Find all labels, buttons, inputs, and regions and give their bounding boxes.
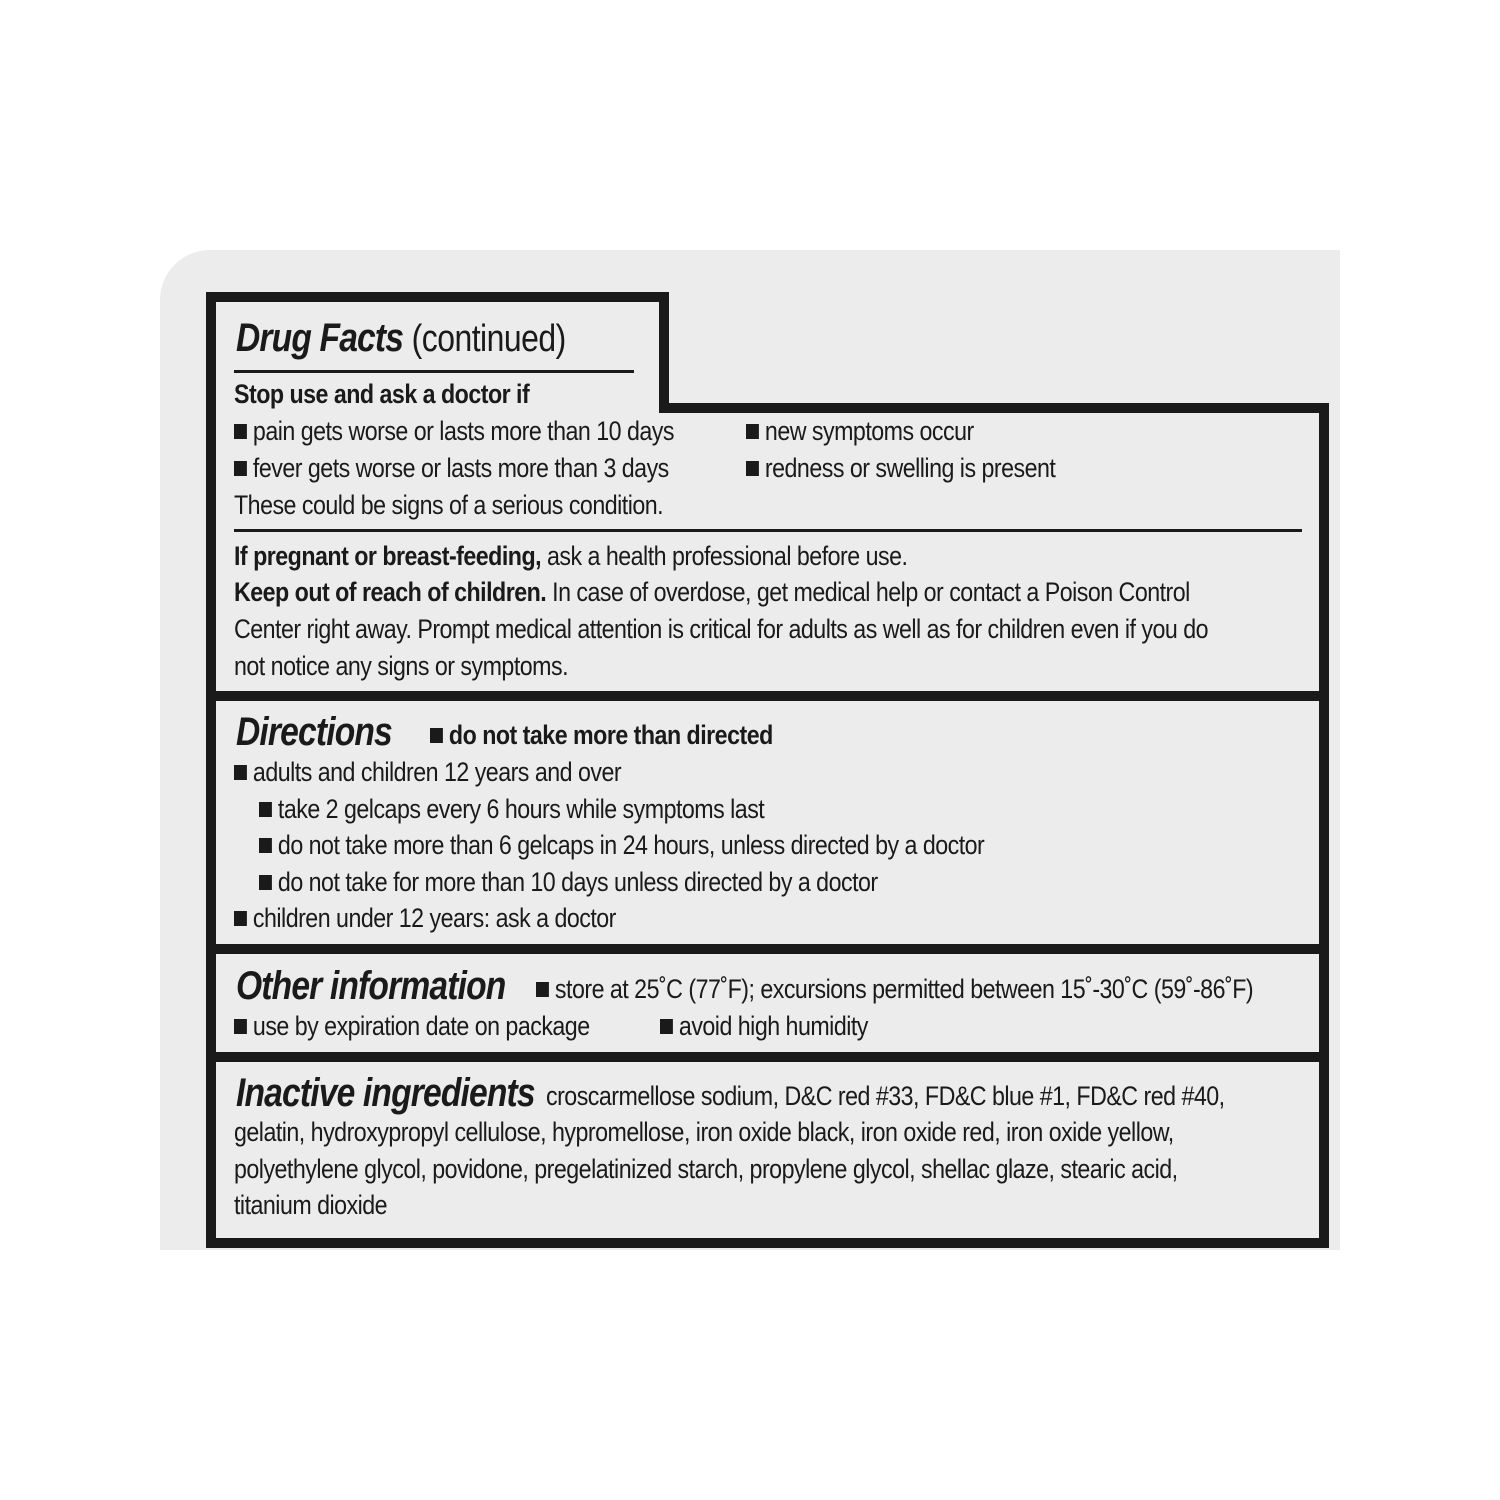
list-item: new symptoms occur xyxy=(746,413,974,450)
bullet-square-icon xyxy=(234,424,247,439)
divider-inactive-ingredients xyxy=(206,1052,1328,1062)
stop-use-note: These could be signs of a serious condition. xyxy=(234,490,664,520)
list-item: pain gets worse or lasts more than 10 days xyxy=(234,413,674,450)
title-text: Drug Facts xyxy=(236,316,404,360)
bullet-square-icon xyxy=(430,728,443,743)
divider-warnings xyxy=(234,529,1302,532)
bullet-square-icon xyxy=(536,982,549,997)
inactive-ingredients-heading: Inactive ingredients xyxy=(236,1071,535,1115)
bullet-square-icon xyxy=(234,1019,247,1034)
page-title xyxy=(236,316,566,361)
bullet-square-icon xyxy=(259,875,272,890)
ingredients-line: gelatin, hydroxypropyl cellulose, hypromellose, iron oxide black, iron oxide red, iron oxide yellow, xyxy=(234,1117,1174,1147)
divider-directions xyxy=(206,691,1328,701)
bullet-square-icon xyxy=(660,1019,673,1034)
list-item: avoid high humidity xyxy=(660,1008,868,1045)
stop-use-heading: Stop use and ask a doctor if xyxy=(234,379,530,409)
keep-out-text-line: not notice any signs or symptoms. xyxy=(234,651,569,681)
ingredients-line: titanium dioxide xyxy=(234,1190,388,1220)
divider-other-information xyxy=(206,944,1328,954)
list-item: take 2 gelcaps every 6 hours while symptoms last xyxy=(259,791,764,828)
list-item: adults and children 12 years and over xyxy=(234,754,621,791)
ingredients-line: polyethylene glycol, povidone, pregelatinized starch, propylene glycol, shellac glaze, stearic acid, xyxy=(234,1154,1178,1184)
bullet-square-icon xyxy=(746,424,759,439)
list-item: do not take more than directed xyxy=(430,717,773,754)
list-item: redness or swelling is present xyxy=(746,450,1055,487)
keep-out-text-line: Center right away. Prompt medical attention is critical for adults as well as for children even if you do xyxy=(234,614,1208,644)
list-item: do not take more than 6 gelcaps in 24 hours, unless directed by a doctor xyxy=(259,827,984,864)
other-information-heading: Other information xyxy=(236,964,506,1008)
list-item: use by expiration date on package xyxy=(234,1008,590,1045)
bullet-square-icon xyxy=(234,461,247,476)
bullet-square-icon xyxy=(259,838,272,853)
bullet-square-icon xyxy=(746,461,759,476)
bullet-square-icon xyxy=(234,765,247,780)
list-item: store at 25˚C (77˚F); excursions permitted between 15˚-30˚C (59˚-86˚F) xyxy=(536,971,1253,1008)
list-item: fever gets worse or lasts more than 3 days xyxy=(234,450,669,487)
list-item: children under 12 years: ask a doctor xyxy=(234,900,616,937)
list-item: do not take for more than 10 days unless directed by a doctor xyxy=(259,864,878,901)
pregnancy-warning: If pregnant or breast-feeding, ask a health professional before use. xyxy=(234,541,908,571)
keep-out-warning: Keep out of reach of children. In case of overdose, get medical help or contact a Poison Control xyxy=(234,577,1190,607)
title-underline xyxy=(234,370,634,373)
bullet-square-icon xyxy=(234,911,247,926)
directions-heading: Directions xyxy=(236,710,392,754)
ingredients-line: croscarmellose sodium, D&C red #33, FD&C blue #1, FD&C red #40, xyxy=(546,1081,1225,1111)
bullet-square-icon xyxy=(259,802,272,817)
title-continued: (continued) xyxy=(411,318,566,360)
